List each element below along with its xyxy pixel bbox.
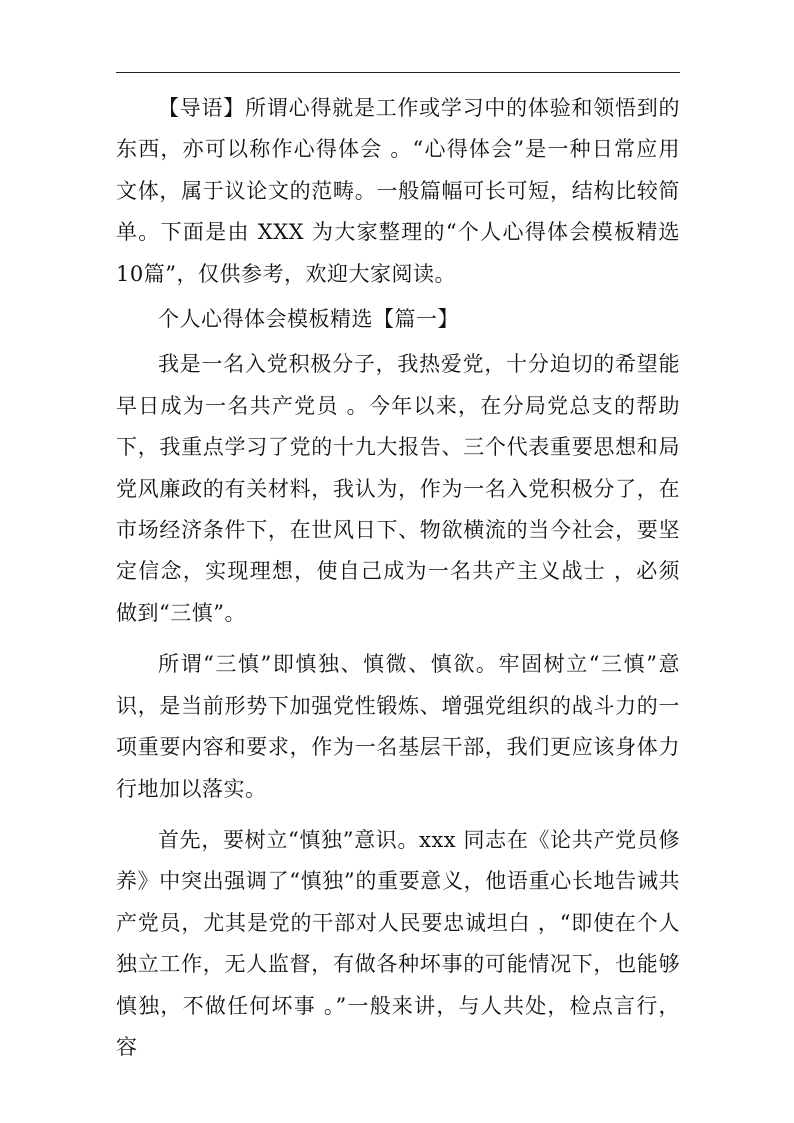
body-paragraph-2: 所谓“三慎”即慎独、慎微、慎欲。牢固树立“三慎”意识，是当前形势下加强党性锻炼、增强党组织的战斗力的一项重要内容和要求，作为一名基层干部，我们更应该身体力行地加以落实。 bbox=[116, 652, 680, 801]
section-title: 个人心得体会模板精选【篇一】 bbox=[158, 307, 459, 332]
body-paragraph-3: 首先，要树立“慎独”意识。xxx 同志在《论共产党员修养》中突出强调了“慎独”的重要意义，他语重心长地告诫共产党员，尤其是党的干部对人民要忠诚坦白 ，“即使在个人独立工作，无人监督，有做各种坏事的可能情况下，也能够慎独，不做任何坏事 。”一般来讲，与人共处，检点言行，容 bbox=[116, 827, 680, 1059]
intro-paragraph: 【导语】所谓心得就是工作或学习中的体验和领悟到的东西，亦可以称作心得体会 。“心得体会”是一种日常应用文体，属于议论文的范畴。一般篇幅可长可短，结构比较简单。下面是由 XXX 为大家整理的“个人心得体会模板精选 10篇”，仅供参考，欢迎大家阅读。 bbox=[116, 96, 680, 286]
document-body bbox=[116, 88, 680, 1068]
body-paragraph-1: 我是一名入党积极分子，我热爱党，十分迫切的希望能早日成为一名共产党员 。今年以来，在分局党总支的帮助下，我重点学习了党的十九大报告、三个代表重要思想和局党风廉政的有关材料，我认为，作为一名入党积极分了，在市场经济条件下，在世风日下、物欲横流的当今社会，要坚定信念，实现理想，使自己成为一名共产主义战士 ，必须做到“三慎”。 bbox=[116, 352, 680, 625]
header-rule bbox=[116, 72, 680, 73]
